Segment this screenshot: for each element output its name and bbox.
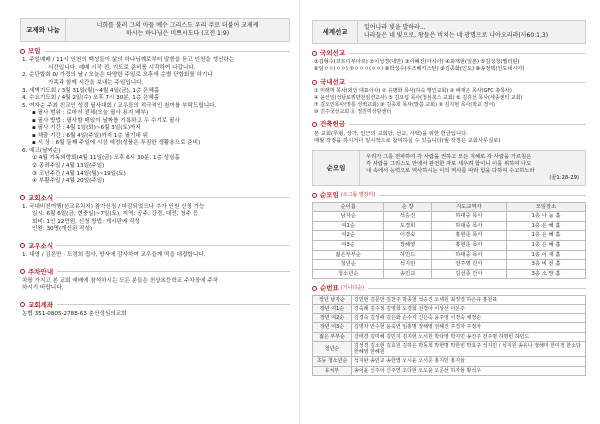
right-page xyxy=(300,0,600,424)
bullet-icon xyxy=(20,302,25,307)
world-mission-box xyxy=(312,20,586,44)
table-row xyxy=(313,304,586,313)
table-cell: 강태경 김미혜 김민지 김지현 노서원 박다영 박지민 송진주 전주명 하명빈 하민드 xyxy=(352,332,586,341)
table-cell: 젊은부부순 xyxy=(313,250,384,260)
table-header-row xyxy=(313,202,586,212)
divider xyxy=(57,245,290,246)
section-account xyxy=(20,301,290,309)
bullet-icon xyxy=(20,195,25,200)
motto-label: 교제와 나눔 xyxy=(21,19,66,41)
list-item: ⑦ 김오인목사(영롱 성벽교회) ⑧ 김종희 목사(말씀 교회) ⑨ 김지현 목사(학교 정서) xyxy=(314,101,496,108)
table-cell: 하민드 xyxy=(384,250,431,260)
table-row xyxy=(313,341,586,357)
row-label: 장년 여2순 xyxy=(313,314,352,323)
column-header: 모임장소 xyxy=(506,202,585,212)
domestic-list xyxy=(312,88,586,115)
row-label: 장년 남자순 xyxy=(313,295,352,304)
section-title: 국외선교 xyxy=(320,49,346,58)
table-cell: 여2순 xyxy=(313,231,384,241)
bullet-icon xyxy=(312,51,317,56)
sun-ref: (골1:28-29) xyxy=(549,175,579,182)
table-cell: 3층 비 전 홀 xyxy=(506,260,585,270)
divider xyxy=(379,195,586,196)
column-header: 순이름 xyxy=(313,202,384,212)
list-item: 2. 순단합회 0/ 가정의 날 / 오늘은 다양한 주일로 오후에 순별 단합회를 하기나 xyxy=(22,72,213,79)
table-row xyxy=(313,314,586,323)
table-cell: 전주명 간사 xyxy=(431,260,506,270)
table-cell: 도경희 xyxy=(384,221,431,231)
duty-table xyxy=(312,295,586,376)
table-row xyxy=(313,212,586,222)
intl-list xyxy=(312,59,586,73)
bullet-icon xyxy=(312,193,317,198)
list-item: ⑩ 진주국선교회 ⑪ 정진미상담센터 xyxy=(314,108,392,115)
table-row xyxy=(313,231,586,241)
section-mission xyxy=(20,194,290,202)
team-table xyxy=(312,202,586,280)
table-row xyxy=(313,241,586,251)
world-line-2: 나라들은 네 빛으로, 왕들은 비치는 네 광명으로 나아오리라(사60:1,3) xyxy=(364,32,549,40)
table-cell: 석지완 송민교 송한별 오시윤 오서준 홍지민 홍지율 xyxy=(352,357,586,366)
divider xyxy=(57,197,290,198)
list-item: 1. 대영 / 김은만 · 도경희 집사, 방사에 감사하여 교우들께 떡을 대접합니다. xyxy=(22,252,206,259)
table-cell: 하대중 목사 xyxy=(431,250,506,260)
bullet-icon xyxy=(20,49,25,54)
motto-line-1: 너희를 불러 그의 아들 예수 그리스도 우리 주로 더불어 교제케 xyxy=(96,22,259,29)
table-cell: 1층 이 새 홀 xyxy=(506,250,585,260)
parking-line-2: 하시기 바랍니다. xyxy=(22,285,64,292)
table-cell: 김명자 안수현 윤숙연 임홍명 장해영 전혜진 주경자 주정자 xyxy=(352,323,586,332)
section-title: 모임 xyxy=(28,47,41,56)
divider xyxy=(57,304,290,305)
section-title-note: (소그룹 별장터) xyxy=(340,192,376,199)
table-cell: 석지민 xyxy=(384,260,431,270)
table-cell: 김성경 김소현 김효원 김하은 박동희 박현명 박한빈 박효주 석지민 / 석지원 송유나 정해미 한미정 한소담 한혜영 한혜원 xyxy=(352,341,586,357)
sun-line-2: 각 사람을 그리스도 안에서 완전한 자로 세우려 함이니 이를 위하여 나도 xyxy=(366,161,532,168)
table-cell: 청년순 xyxy=(313,260,384,270)
list-item: 3. 새벽기도회 / 3월 31일(월)~4월 4일(금), 1층 은혜홀 xyxy=(22,87,160,94)
table-cell: 김선종 간사 xyxy=(431,269,506,279)
section-building xyxy=(312,120,586,128)
list-item: ④ 윤선일(성남로뷔덴전임선교사) ⑤ 김요섭 목사(청심북스 교회) ⑥ 김휴선 목사(세종센터 교회) xyxy=(314,95,523,102)
table-row xyxy=(313,332,586,341)
table-cell: 송민교 xyxy=(384,269,431,279)
column-header: 지도교역자 xyxy=(431,202,506,212)
table-cell: 홍현준 목사 xyxy=(431,231,506,241)
list-item: 4. 수요기도회 / 4월 2일(수) 오후 7시 30분, 1층 은혜홀 xyxy=(22,95,160,102)
list-item: ① 미래역 목사(외인 대표이사) ② 유명화 목사(하숙 행인교회) ③ 배재은 목사(GFC 총목사) xyxy=(314,88,512,95)
bullet-icon xyxy=(312,80,317,85)
section-title: 교회소식 xyxy=(28,193,54,202)
list-item: ①김형수(코트디부아르) ②이성경(대만) ③이혜진(아시아) ④최재현(일본) ⑤김성청(멜리핀) xyxy=(314,59,520,66)
section-parking xyxy=(20,268,290,276)
members-list xyxy=(20,252,290,260)
list-item: ④ 부활주일 / 4월 20일(주일) xyxy=(32,178,105,185)
mission-list xyxy=(20,204,290,234)
world-line-1: 일어나라 빛을 발하라... xyxy=(364,24,426,31)
row-label: 장년 여1순 xyxy=(313,304,352,313)
list-item: ▪ 필사 기간 : 4월 1일(화)~6월 3일(토)까지 xyxy=(32,125,141,132)
building-line-2: 매월 작정을 하시거나 일시적으로 참여하실 수 있습니다(월 작정은 교회사무실로) xyxy=(314,137,501,144)
divider xyxy=(57,271,290,272)
table-cell: 1층 나 눔 홀 xyxy=(506,212,585,222)
row-label: 초등 청소년순 xyxy=(313,357,352,366)
moim-list xyxy=(20,57,290,185)
table-cell: 강민현 김문만 김찬주 박종철 석승진 오세원 최정열 하은규 홍원표 xyxy=(352,295,586,304)
table-cell: 하대중 목사 xyxy=(431,221,506,231)
list-item: 가족과 함께 시간을 보내는 주일입니다. xyxy=(48,79,144,86)
sun-line-3: 내 속에서 능력으로 역사하시는 이의 역사를 따라 힘을 다하여 수고하노라 xyxy=(366,168,535,175)
motto-box xyxy=(20,18,290,42)
table-cell: 1층 은 혜 홀 xyxy=(506,231,585,241)
sun-moim-label: 순모임 xyxy=(313,151,360,186)
list-item: ② 종려주일 / 4월 13일(주일) xyxy=(32,162,105,169)
table-cell: 김경숙 김성애 김은화 손수자 신은숙 윤주영 이경숙 채정순 xyxy=(352,314,586,323)
bullet-icon xyxy=(20,269,25,274)
table-cell: 송어윤 신주아 신주연 오다현 오도윤 오준선 하가율 황석우 xyxy=(352,366,586,375)
list-item: 1. 국내비전여행(선교유치지) 참가신청 / 마감되었으나 추가 인원 신청 가능 xyxy=(22,203,205,210)
table-row xyxy=(313,269,586,279)
divider xyxy=(349,53,586,54)
parking-text xyxy=(20,278,290,293)
bullet-icon xyxy=(312,122,317,127)
list-item: ▪ 필사 범위 : 로마서 전체(오늘 필사 용지 배부) xyxy=(32,110,149,117)
section-moim xyxy=(20,47,290,55)
section-title-note: (기나다순) xyxy=(340,285,365,292)
table-cell: 하대중 목사 xyxy=(431,212,506,222)
section-title: 교우소식 xyxy=(28,241,54,250)
building-line-1: 본 교회(무형, 상가, 인근의 교회당, 선교, 사택)을 위한 헌금입니다. xyxy=(314,130,468,137)
list-item: ③ 고난주간 / 4월 14일(월)~19일(토) xyxy=(32,170,126,177)
table-cell: 여1순 xyxy=(313,221,384,231)
section-team xyxy=(312,191,586,199)
divider xyxy=(349,82,586,83)
table-cell: 이경숙 xyxy=(384,231,431,241)
table-row xyxy=(313,250,586,260)
table-cell: 청소년순 xyxy=(313,269,384,279)
list-item: ▪ 시 상 : 6월 둘째 주일에 시상 예정(성품은 푸짐한 생활용으로 준비) xyxy=(32,140,201,147)
table-row xyxy=(313,221,586,231)
building-text xyxy=(312,131,586,145)
table-row xyxy=(313,366,586,375)
list-item: ▪ 채출 기간 : 6월 4일(주일)까지 1층 필기대 위 xyxy=(32,132,148,139)
list-item: 일시: 6월 6일(금, 현충일)~7일(토), 지역: 공주, 강경, 대전, 청주 등 xyxy=(32,211,199,218)
table-cell: 남자순 xyxy=(313,212,384,222)
motto-text xyxy=(66,19,289,41)
sun-line-1: 우리가 그를 전파하여 각 사람을 권하고 모든 지혜로 각 사람을 가르침은 xyxy=(366,153,532,160)
section-intl xyxy=(312,49,586,57)
table-cell: 장해영 xyxy=(384,241,431,251)
section-title: 건축헌금 xyxy=(320,120,346,129)
table-cell: 1층 은 혜 홀 xyxy=(506,241,585,251)
motto-line-2: 하시는 하나님은 미쁘시도다 (고전 1:9) xyxy=(125,30,230,38)
section-duty xyxy=(312,284,586,292)
table-cell: 여3순 xyxy=(313,241,384,251)
divider xyxy=(349,124,586,125)
section-domestic xyxy=(312,78,586,86)
account-text: 농협 351-0805-2788-63 춘산성심의교회 xyxy=(22,310,127,317)
world-mission-text xyxy=(358,21,585,43)
section-title: 순번표 xyxy=(320,284,339,293)
section-title: 순모임 xyxy=(320,191,339,200)
divider xyxy=(45,51,290,52)
table-row xyxy=(313,295,586,304)
list-item: 시간입니다. 예배 시작 전, 기도로 준비를 시작하여 나갑니다. xyxy=(48,64,196,71)
sun-moim-box xyxy=(312,150,586,187)
bullet-icon xyxy=(20,243,25,248)
row-label: 청년순 xyxy=(313,341,352,357)
table-cell: 1층 은 혜 홀 xyxy=(506,221,585,231)
row-label: 장년 여3순 xyxy=(313,323,352,332)
table-cell: 3층 소 망 홀 xyxy=(506,269,585,279)
sun-moim-text xyxy=(360,151,585,186)
world-mission-label: 세계선교 xyxy=(313,21,358,43)
list-item: 6. 예고(날씨순) xyxy=(22,147,61,154)
section-title: 주차안내 xyxy=(28,267,54,276)
list-item: ⑥임ㅇㅇ(ㅇㅇ) ⑦ㅇㅇㅇ(ㅇㅇ) ⑧박성수(우즈베키스탄) ⑨김종화(인도) ⑩송정택(인도네시아) xyxy=(314,66,525,73)
section-members xyxy=(20,242,290,250)
list-item: ① 4월 기독외향회(4월 11일(금) 오후 6시 30분, 1층 성심홀 xyxy=(32,155,180,162)
list-item: 5. 여자순 주최 친교인 성경 필사대회 / 교우들의 적극적인 참여를 부탁드립니다. xyxy=(22,102,217,109)
row-label: 젊은 부부순 xyxy=(313,332,352,341)
table-row xyxy=(313,260,586,270)
table-row xyxy=(313,357,586,366)
table-row xyxy=(313,323,586,332)
column-header: 순 장 xyxy=(384,202,431,212)
list-item: 1. 주일예배 / 11시 인천의 백성들이 삶의 하나님께로부터 말씀을 듣고 인천을 갱신하는 xyxy=(22,57,235,64)
divider xyxy=(368,288,586,289)
table-cell: 석승진 xyxy=(384,212,431,222)
parking-line-1: 차를 가지고 본 교회 예배에 참석하시는 모든 분들은 천상초등학교 주차장에 주차 xyxy=(22,277,219,284)
section-title: 교회계좌 xyxy=(28,300,54,309)
table-cell: 강숙례 김수정 김영희 도경희 선경아 이상선 이은주 xyxy=(352,304,586,313)
list-item: 회비: 1인 12만원, 신청 방법: 게시판에 작성 xyxy=(32,218,140,225)
bullet-icon xyxy=(312,286,317,291)
table-cell: 홍현준 목사 xyxy=(431,241,506,251)
section-title: 국내선교 xyxy=(320,78,346,87)
list-item: ▪ 필사 방법 : 필사할 매일이 날짜를 기록하고 두 수기로 필사 xyxy=(32,117,180,124)
row-label: 유치부 xyxy=(313,366,352,375)
list-item: 인원: 30명(개신된 작성) xyxy=(32,226,93,233)
